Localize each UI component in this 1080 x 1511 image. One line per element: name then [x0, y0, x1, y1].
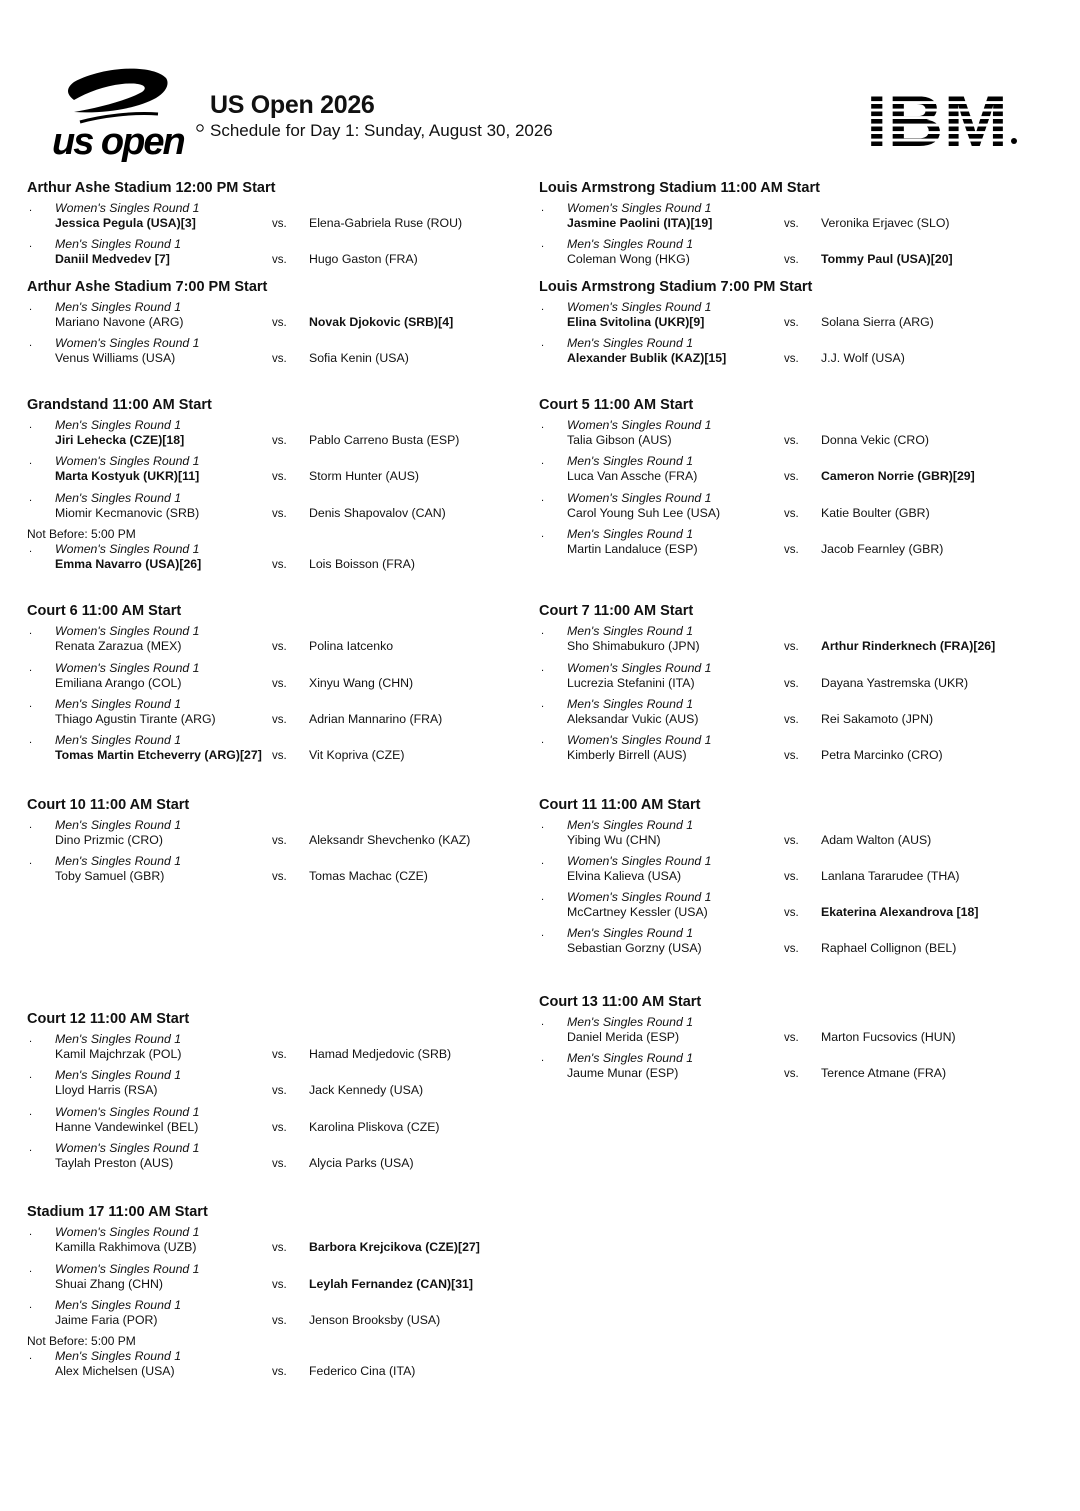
round-label: Men's Singles Round 1	[55, 1297, 182, 1312]
player-two: Katie Boulter (GBR)	[821, 505, 930, 520]
bullet-dot: .	[541, 661, 545, 674]
player-two: Arthur Rinderknech (FRA)[26]	[821, 639, 996, 654]
vs-label: vs.	[784, 1031, 799, 1044]
player-two: Pablo Carreno Busta (ESP)	[309, 433, 460, 448]
vs-label: vs.	[272, 1085, 287, 1098]
player-two: Jack Kennedy (USA)	[309, 1083, 424, 1098]
bullet-dot: .	[541, 891, 545, 904]
player-two: Tomas Machac (CZE)	[309, 868, 428, 883]
match-row	[27, 1262, 537, 1298]
match-row	[539, 661, 1049, 697]
vs-label: vs.	[272, 1121, 287, 1134]
bullet-dot: .	[29, 300, 33, 313]
match-row	[539, 237, 1049, 273]
player-two: Sofia Kenin (USA)	[309, 350, 409, 365]
match-row	[27, 624, 537, 660]
bullet-dot: .	[29, 419, 33, 432]
player-one: Taylah Preston (AUS)	[55, 1156, 174, 1171]
bullet-dot: .	[541, 300, 545, 313]
court-section	[27, 274, 537, 373]
player-one: Alex Michelsen (USA)	[55, 1364, 175, 1379]
round-label: Women's Singles Round 1	[55, 201, 200, 215]
bullet-dot: .	[29, 854, 33, 867]
match-row	[27, 1298, 537, 1334]
court-section	[27, 392, 537, 578]
player-one: Talia Gibson (AUS)	[567, 433, 672, 448]
round-label: Men's Singles Round 1	[567, 926, 694, 941]
player-two: Rei Sakamoto (JPN)	[821, 711, 934, 726]
player-two: Veronika Erjavec (SLO)	[821, 216, 950, 230]
bullet-dot: .	[29, 1069, 33, 1082]
player-one: Lucrezia Stefanini (ITA)	[567, 675, 695, 690]
player-one: Jaime Faria (POR)	[55, 1312, 158, 1327]
match-row	[27, 300, 537, 336]
match-row	[27, 1105, 537, 1141]
match-row	[27, 237, 537, 273]
player-two: Jenson Brooksby (USA)	[309, 1312, 441, 1327]
player-one: Venus Williams (USA)	[55, 350, 176, 365]
bullet-dot: .	[29, 697, 33, 710]
bullet-dot: .	[541, 336, 545, 349]
player-two: Lois Boisson (FRA)	[309, 557, 415, 572]
match-row	[27, 454, 537, 490]
player-one: Sebastian Gorzny (USA)	[567, 941, 702, 956]
bullet-dot: .	[29, 661, 33, 674]
bullet-dot: .	[541, 927, 545, 940]
match-row	[539, 454, 1049, 490]
player-one: Hanne Vandewinkel (BEL)	[55, 1119, 199, 1134]
round-label: Men's Singles Round 1	[567, 1014, 694, 1029]
player-one: Martin Landaluce (ESP)	[567, 542, 698, 557]
bullet-dot: .	[29, 455, 33, 468]
player-two: Marton Fucsovics (HUN)	[821, 1029, 956, 1044]
page-header	[0, 0, 1080, 175]
vs-label: vs.	[272, 677, 287, 690]
bullet-dot: .	[29, 1033, 33, 1046]
player-one: Toby Samuel (GBR)	[55, 868, 165, 883]
player-two: Polina Iatcenko	[309, 639, 394, 654]
bullet-dot: .	[541, 528, 545, 541]
svg-text:IBM: IBM	[866, 89, 1008, 149]
vs-label: vs.	[784, 907, 799, 920]
round-label: Men's Singles Round 1	[55, 1349, 182, 1364]
bullet-dot: .	[29, 491, 33, 504]
bullet-dot: .	[29, 1298, 33, 1311]
player-one: Carol Young Suh Lee (USA)	[567, 505, 721, 520]
round-label: Men's Singles Round 1	[567, 624, 694, 639]
match-row	[27, 491, 537, 527]
match-row	[27, 733, 537, 769]
bullet-dot: .	[29, 202, 33, 214]
round-label: Men's Singles Round 1	[55, 696, 182, 711]
court-section	[27, 598, 537, 769]
round-label: Women's Singles Round 1	[567, 733, 712, 748]
round-label: Men's Singles Round 1	[55, 418, 182, 433]
bullet-dot: .	[29, 1226, 33, 1239]
player-two: Donna Vekic (CRO)	[821, 433, 929, 448]
vs-label: vs.	[272, 435, 287, 448]
player-one: Jasmine Paolini (ITA)[19]	[567, 216, 713, 230]
round-label: Women's Singles Round 1	[55, 335, 200, 350]
bullet-dot: .	[541, 854, 545, 867]
player-two: Lanlana Tararudee (THA)	[821, 868, 960, 883]
player-one: Jaume Munar (ESP)	[567, 1066, 679, 1081]
vs-label: vs.	[272, 507, 287, 520]
match-row	[27, 818, 537, 854]
match-row	[27, 542, 537, 578]
not-before-note: Not Before: 5:00 PM	[27, 527, 136, 542]
round-label: Women's Singles Round 1	[55, 660, 200, 675]
court-heading: Court 13 11:00 AM Start	[539, 993, 702, 1010]
round-label: Women's Singles Round 1	[567, 890, 712, 905]
round-label: Men's Singles Round 1	[567, 1051, 694, 1066]
player-one: Kamilla Rakhimova (UZB)	[55, 1240, 197, 1255]
bullet-dot: .	[541, 697, 545, 710]
player-one: Coleman Wong (HKG)	[567, 252, 690, 267]
player-one: Dino Prizmic (CRO)	[55, 832, 163, 847]
us-open-logo	[52, 68, 212, 168]
court-heading: Court 7 11:00 AM Start	[539, 603, 694, 620]
player-one: Mariano Navone (ARG)	[55, 314, 184, 329]
match-row	[27, 201, 537, 237]
bullet-dot: .	[541, 419, 545, 432]
vs-label: vs.	[272, 870, 287, 883]
player-one: Luca Van Assche (FRA)	[567, 469, 698, 484]
bullet-dot: .	[29, 1142, 33, 1155]
match-row	[27, 1032, 537, 1068]
match-row	[27, 854, 537, 890]
round-label: Women's Singles Round 1	[567, 299, 712, 314]
round-label: Men's Singles Round 1	[567, 817, 694, 832]
court-heading: Court 10 11:00 AM Start	[27, 796, 190, 813]
player-two: Solana Sierra (ARG)	[821, 314, 934, 329]
player-one: Renata Zarazua (MEX)	[55, 639, 182, 654]
player-two: Vit Kopriva (CZE)	[309, 748, 405, 763]
player-one: Alexander Bublik (KAZ)[15]	[567, 350, 727, 365]
match-row	[539, 491, 1049, 527]
court-section	[539, 989, 1049, 1088]
player-one: Daniil Medvedev [7]	[55, 252, 170, 267]
bullet-dot: .	[541, 202, 545, 214]
round-label: Men's Singles Round 1	[567, 454, 694, 469]
player-two: Petra Marcinko (CRO)	[821, 748, 943, 763]
court-heading: Court 11 11:00 AM Start	[539, 796, 701, 813]
bullet-dot: .	[29, 238, 33, 251]
match-row	[539, 818, 1049, 854]
bullet-dot: .	[541, 238, 545, 251]
right-schedule-column	[539, 175, 1049, 1087]
bullet-dot: .	[29, 1262, 33, 1275]
bullet-dot: .	[29, 734, 33, 747]
player-one: Aleksandar Vukic (AUS)	[567, 711, 699, 726]
bullet-dot: .	[541, 1015, 545, 1028]
match-row	[539, 1051, 1049, 1087]
court-heading: Court 12 11:00 AM Start	[27, 1011, 190, 1028]
player-two: Hugo Gaston (FRA)	[309, 252, 418, 267]
match-row	[539, 300, 1049, 336]
court-heading: Grandstand 11:00 AM Start	[27, 397, 212, 414]
round-label: Women's Singles Round 1	[567, 490, 712, 505]
court-section	[539, 792, 1049, 963]
player-two: Denis Shapovalov (CAN)	[309, 505, 446, 520]
player-two: Aleksandr Shevchenko (KAZ)	[309, 832, 471, 847]
round-label: Women's Singles Round 1	[55, 624, 200, 639]
left-schedule-column	[27, 175, 537, 1386]
vs-label: vs.	[784, 641, 799, 654]
court-section	[27, 1199, 537, 1385]
court-heading: Court 5 11:00 AM Start	[539, 397, 694, 414]
page-title: US Open 2026	[210, 91, 375, 119]
bullet-dot: .	[29, 625, 33, 638]
vs-label: vs.	[272, 316, 287, 329]
match-row	[27, 1225, 537, 1261]
vs-label: vs.	[784, 677, 799, 690]
player-one: Sho Shimabukuro (JPN)	[567, 639, 700, 654]
bullet-dot: .	[541, 734, 545, 747]
match-row	[27, 697, 537, 733]
court-section	[27, 792, 537, 891]
player-one: Miomir Kecmanovic (SRB)	[55, 505, 200, 520]
bullet-dot: .	[29, 543, 33, 556]
court-section	[27, 175, 537, 274]
player-one: Shuai Zhang (CHN)	[55, 1276, 163, 1291]
round-label: Women's Singles Round 1	[55, 1104, 200, 1119]
player-one: Elina Svitolina (UKR)[9]	[567, 314, 705, 329]
court-heading: Louis Armstrong Stadium 11:00 AM Start	[539, 180, 820, 196]
vs-label: vs.	[784, 218, 799, 230]
player-one: Daniel Merida (ESP)	[567, 1029, 680, 1044]
player-two: Ekaterina Alexandrova [18]	[821, 905, 979, 920]
vs-label: vs.	[784, 750, 799, 763]
player-two: Leylah Fernandez (CAN)[31]	[309, 1276, 473, 1291]
bullet-dot: .	[29, 818, 33, 831]
bullet-dot: .	[541, 1052, 545, 1065]
vs-label: vs.	[272, 1049, 287, 1062]
bullet-dot: .	[541, 491, 545, 504]
match-row	[27, 661, 537, 697]
vs-label: vs.	[272, 352, 287, 365]
match-row	[27, 418, 537, 454]
player-one: Thiago Agustin Tirante (ARG)	[55, 711, 216, 726]
player-two: Dayana Yastremska (UKR)	[821, 675, 969, 690]
vs-label: vs.	[272, 1242, 287, 1255]
round-label: Men's Singles Round 1	[55, 299, 182, 314]
match-row	[539, 527, 1049, 563]
player-one: Kimberly Birrell (AUS)	[567, 748, 687, 763]
round-label: Men's Singles Round 1	[567, 335, 694, 350]
match-row	[27, 1068, 537, 1104]
player-two: Barbora Krejcikova (CZE)[27]	[309, 1240, 480, 1255]
player-one: Lloyd Harris (RSA)	[55, 1083, 158, 1098]
round-label: Men's Singles Round 1	[567, 237, 694, 252]
match-row	[539, 336, 1049, 372]
round-label: Men's Singles Round 1	[55, 733, 182, 748]
not-before-note: Not Before: 5:00 PM	[27, 1334, 136, 1349]
round-label: Men's Singles Round 1	[55, 1032, 182, 1047]
match-row	[539, 624, 1049, 660]
vs-label: vs.	[784, 352, 799, 365]
match-row	[539, 418, 1049, 454]
vs-label: vs.	[272, 1278, 287, 1291]
court-section	[539, 274, 1049, 373]
ibm-logo	[866, 89, 1026, 149]
vs-label: vs.	[272, 750, 287, 763]
vs-label: vs.	[784, 507, 799, 520]
player-two: Raphael Collignon (BEL)	[821, 941, 957, 956]
round-label: Men's Singles Round 1	[55, 237, 182, 252]
vs-label: vs.	[784, 544, 799, 557]
vs-label: vs.	[784, 471, 799, 484]
vs-label: vs.	[784, 316, 799, 329]
round-label: Women's Singles Round 1	[55, 1261, 200, 1276]
player-one: Kamil Majchrzak (POL)	[55, 1047, 182, 1062]
court-section	[539, 392, 1049, 563]
player-two: Xinyu Wang (CHN)	[309, 675, 414, 690]
player-two: J.J. Wolf (USA)	[821, 350, 905, 365]
round-label: Women's Singles Round 1	[55, 454, 200, 469]
player-two: Cameron Norrie (GBR)[29]	[821, 469, 975, 484]
bullet-dot: .	[29, 336, 33, 349]
bullet-dot: .	[541, 818, 545, 831]
logo-wordmark: us open	[52, 121, 184, 163]
vs-label: vs.	[272, 254, 287, 267]
player-two: Adam Walton (AUS)	[821, 832, 932, 847]
player-one: Elvina Kalieva (USA)	[567, 868, 682, 883]
player-one: Jessica Pegula (USA)[3]	[55, 216, 196, 230]
vs-label: vs.	[272, 1366, 287, 1379]
court-heading: Stadium 17 11:00 AM Start	[27, 1204, 208, 1221]
player-one: Yibing Wu (CHN)	[567, 832, 661, 847]
vs-label: vs.	[784, 254, 799, 267]
bullet-dot: .	[29, 1105, 33, 1118]
court-heading: Louis Armstrong Stadium 7:00 PM Start	[539, 278, 813, 295]
player-one: Tomas Martin Etcheverry (ARG)[27]	[55, 748, 262, 763]
match-row	[539, 854, 1049, 890]
vs-label: vs.	[784, 870, 799, 883]
bullet-dot: .	[29, 1350, 33, 1363]
vs-label: vs.	[784, 435, 799, 448]
player-two: Adrian Mannarino (FRA)	[309, 711, 443, 726]
vs-label: vs.	[272, 834, 287, 847]
round-label: Men's Singles Round 1	[55, 490, 182, 505]
player-two: Federico Cina (ITA)	[309, 1364, 416, 1379]
vs-label: vs.	[784, 943, 799, 956]
player-one: Emma Navarro (USA)[26]	[55, 557, 202, 572]
player-one: Jiri Lehecka (CZE)[18]	[55, 433, 185, 448]
vs-label: vs.	[784, 1068, 799, 1081]
round-label: Women's Singles Round 1	[567, 853, 712, 868]
court-heading: Arthur Ashe Stadium 7:00 PM Start	[27, 278, 268, 295]
player-one: Marta Kostyuk (UKR)[11]	[55, 469, 200, 484]
round-label: Women's Singles Round 1	[567, 418, 712, 433]
bullet-dot: .	[541, 625, 545, 638]
player-one: Emiliana Arango (COL)	[55, 675, 182, 690]
match-row	[539, 201, 1049, 237]
vs-label: vs.	[784, 834, 799, 847]
match-row	[27, 336, 537, 372]
player-two: Karolina Pliskova (CZE)	[309, 1119, 440, 1134]
vs-label: vs.	[272, 1158, 287, 1171]
court-section	[539, 598, 1049, 769]
round-label: Men's Singles Round 1	[55, 817, 182, 832]
match-row	[539, 890, 1049, 926]
match-row	[539, 733, 1049, 769]
match-row	[27, 1349, 537, 1385]
vs-label: vs.	[272, 218, 287, 230]
player-two: Tommy Paul (USA)[20]	[821, 252, 953, 267]
match-row	[539, 926, 1049, 962]
round-label: Men's Singles Round 1	[567, 696, 694, 711]
player-one: McCartney Kessler (USA)	[567, 905, 708, 920]
vs-label: vs.	[272, 471, 287, 484]
player-two: Alycia Parks (USA)	[309, 1156, 414, 1171]
bullet-dot: .	[541, 455, 545, 468]
player-two: Hamad Medjedovic (SRB)	[309, 1047, 452, 1062]
court-heading: Arthur Ashe Stadium 12:00 PM Start	[27, 180, 276, 196]
match-row	[539, 697, 1049, 733]
court-heading: Court 6 11:00 AM Start	[27, 603, 182, 620]
round-label: Men's Singles Round 1	[55, 853, 182, 868]
match-row	[539, 1015, 1049, 1051]
court-section	[539, 175, 1049, 274]
round-label: Women's Singles Round 1	[55, 1141, 200, 1156]
round-label: Women's Singles Round 1	[567, 201, 712, 215]
match-row	[27, 1141, 537, 1177]
vs-label: vs.	[272, 559, 287, 572]
player-two: Novak Djokovic (SRB)[4]	[309, 314, 454, 329]
court-section	[27, 1006, 537, 1177]
page-subtitle: Schedule for Day 1: Sunday, August 30, 2026	[210, 121, 553, 140]
round-label: Women's Singles Round 1	[567, 660, 712, 675]
vs-label: vs.	[272, 641, 287, 654]
player-two: Storm Hunter (AUS)	[309, 469, 420, 484]
round-label: Women's Singles Round 1	[55, 542, 200, 557]
player-two: Jacob Fearnley (GBR)	[821, 542, 944, 557]
round-label: Men's Singles Round 1	[567, 527, 694, 542]
vs-label: vs.	[272, 1314, 287, 1327]
player-two: Elena-Gabriela Ruse (ROU)	[309, 216, 463, 230]
player-two: Terence Atmane (FRA)	[821, 1066, 947, 1081]
vs-label: vs.	[272, 713, 287, 726]
round-label: Men's Singles Round 1	[55, 1068, 182, 1083]
round-label: Women's Singles Round 1	[55, 1225, 200, 1240]
vs-label: vs.	[784, 713, 799, 726]
